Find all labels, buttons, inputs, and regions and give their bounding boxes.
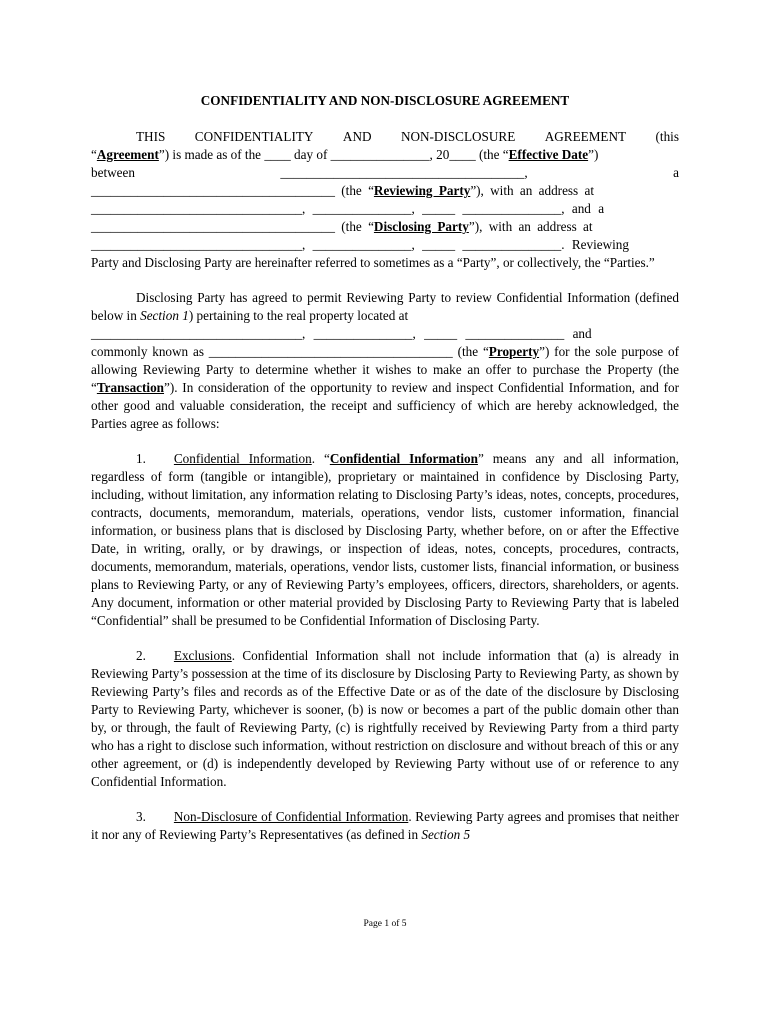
section-2-number: 2.: [136, 648, 146, 663]
confidential-information-term: Confidential Information: [329, 451, 478, 466]
intro-word: THIS: [136, 129, 166, 144]
reviewing-party-term: Reviewing Party: [373, 183, 471, 198]
intro-line-6: _____________________________________ (the “Disclosing Party”), with an address at: [91, 219, 593, 234]
intro-line-7: ________________________________, _______________, _____ _______________. Reviewing: [91, 237, 629, 252]
intro-word: AGREEMENT: [544, 129, 627, 144]
section-1-heading: Confidential Information: [173, 451, 312, 466]
section-3: 3. Non-Disclosure of Confidential Information. Reviewing Party agrees and promises that neither it nor any of Reviewing Party’s Representatives (as defined in Section 5: [91, 809, 679, 842]
section-1: 1. Confidential Information. “Confidential Information” means any and all information, regardless of form (tangible or intangible), proprietary or maintained in confidence by Disclosing Party, including, without limitation, any information relating to Disclosing Party’s ideas, notes, concepts, procedures, contracts, documents, memorandum, materials, operations, vendor lists, customer information, financial information, or business plans that is disclosed by Disclosing Party, whether before, on or after the Effective Date, in writing, orally, or by drawings, or inspection of ideas, notes, concepts, procedures, contracts, documents, memorandum, materials, operations, vendor lists, customer lists, financial information, or business plans to Reviewing Party, or any of Reviewing Party’s employees, officers, directors, shareholders, or agents. Any document, information or other material provided by Disclosing Party to Reviewing Party that is labeled “Confidential” shall be presumed to be Confidential Information of Disclosing Party.: [91, 451, 679, 628]
section-3-number: 3.: [136, 809, 146, 824]
intro-line-8: Party and Disclosing Party are hereinafter referred to sometimes as a “Party”, or collectively, the “Parties.”: [91, 255, 655, 270]
intro-paragraph: [91, 128, 679, 272]
intro-line-4: _____________________________________ (the “Reviewing Party”), with an address at: [91, 183, 595, 198]
property-address-line: ________________________________, _______________, _____ _______________ and: [91, 326, 592, 341]
section-1-ref: Section 1: [140, 308, 189, 323]
document-title: CONFIDENTIALITY AND NON-DISCLOSURE AGREEMENT: [200, 93, 570, 108]
intro-word: AND: [342, 129, 372, 144]
intro-word: (this: [655, 129, 679, 144]
purpose-paragraph: Disclosing Party has agreed to permit Reviewing Party to review Confidential Information (defined below in Section 1) pertaining to the real property located at ________________________________, _______________, _____ _______________ and commonly known as _____________________________________ (the “Property”) for the sole purpose of allowing Reviewing Party to determine whether it wishes to make an offer to purchase the Property (the “Transaction”). In consideration of the opportunity to review and inspect Confidential Information, and for other good and valuable consideration, the receipt and sufficiency of which are hereby acknowledged, the Parties agree as follows:: [91, 290, 679, 431]
document-body: [91, 92, 679, 844]
intro-line-3: between _____________________________________, a: [91, 165, 679, 180]
intro-line-1: [91, 128, 679, 146]
intro-line-2: “Agreement”) is made as of the ____ day of _______________, 20____ (the “Effective Date”): [91, 147, 599, 162]
disclosing-party-term: Disclosing Party: [373, 219, 469, 234]
intro-word: NON-DISCLOSURE: [400, 129, 516, 144]
section-5-ref: Section 5: [421, 827, 471, 842]
section-2-heading: Exclusions: [173, 648, 232, 663]
intro-line-5: ________________________________, _______________, _____ _______________, and a: [91, 201, 605, 216]
transaction-term: Transaction: [96, 380, 165, 395]
intro-word: CONFIDENTIALITY: [194, 129, 314, 144]
property-term: Property: [488, 344, 540, 359]
section-1-number: 1.: [136, 451, 146, 466]
section-2: 2. Exclusions. Confidential Information shall not include information that (a) is already in Reviewing Party’s possession at the time of its disclosure by Disclosing Party to Reviewing Party, as shown by Reviewing Party’s files and records as of the Effective Date or as of the date of the disclosure by Disclosing Party to Reviewing Party, whichever is sooner, (b) is now or becomes a part of the public domain other than by, or through, the fault of Reviewing Party, (c) is rightfully received by Reviewing Party from a third party who has a right to disclose such information, without restriction on disclosure and without breach of this or any other agreement, or (d) is independently developed by Reviewing Party without use of or reference to any Confidential Information.: [91, 648, 679, 789]
effective-date-term: Effective Date: [508, 147, 589, 162]
section-3-heading: Non-Disclosure of Confidential Information: [173, 809, 409, 824]
agreement-term: Agreement: [96, 147, 159, 162]
page-footer: Page 1 of 5: [363, 919, 407, 929]
